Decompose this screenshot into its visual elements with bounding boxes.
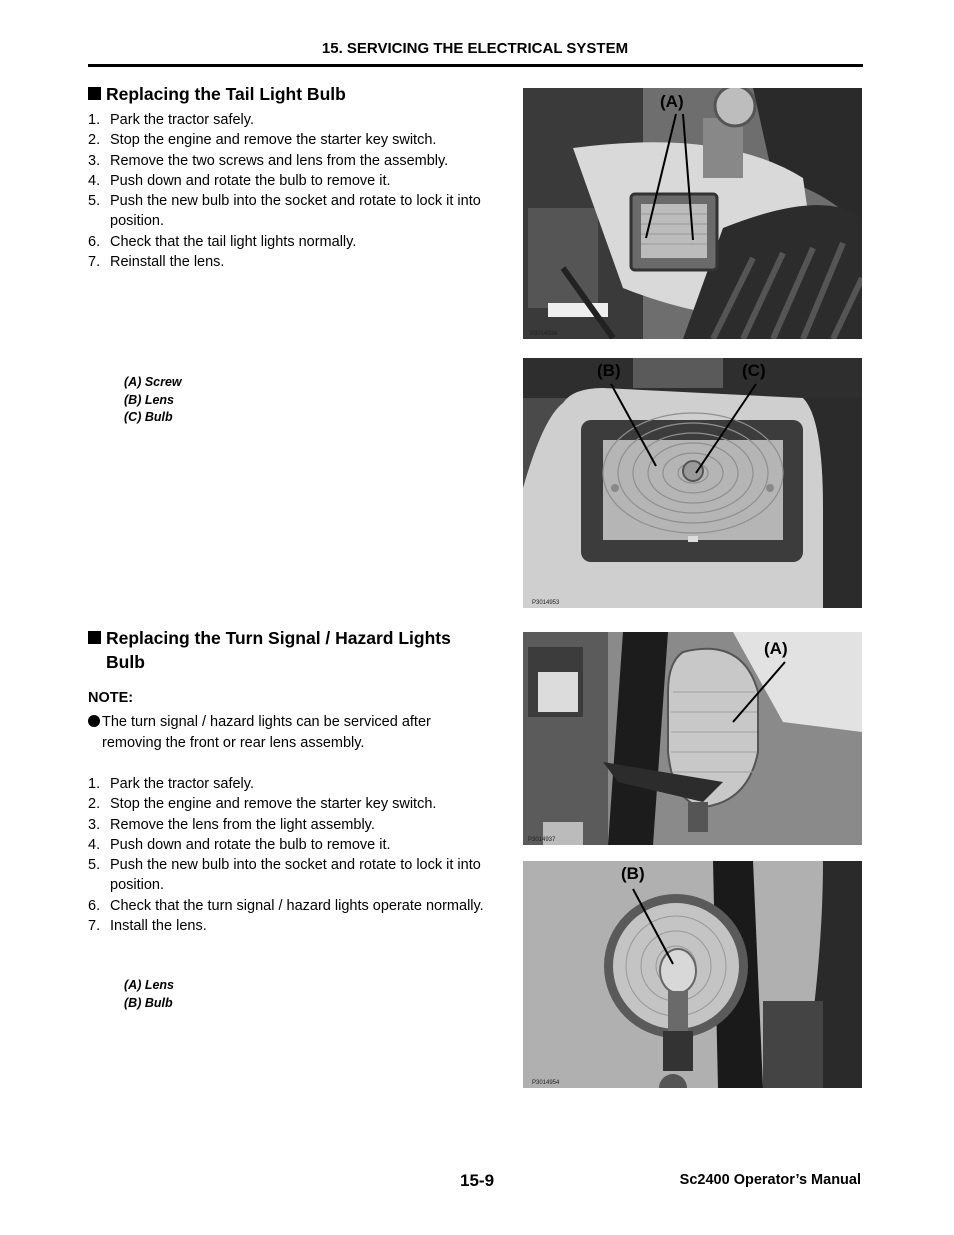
callout-a: (A) xyxy=(660,92,684,111)
header-rule xyxy=(88,64,863,67)
list-item: 3. Remove the two screws and lens from the assembly. xyxy=(88,152,449,169)
caption-bulb: (B) Bulb xyxy=(124,995,173,1010)
turn-signal-bulb-illustration xyxy=(523,861,862,1088)
callout-a: (A) xyxy=(764,639,788,658)
list-item: 1. Park the tractor safely. xyxy=(88,112,254,128)
tail-light-steps xyxy=(88,110,488,272)
list-item: 2. Stop the engine and remove the starter key switch. xyxy=(88,132,437,149)
photo-code: P3014936 xyxy=(530,331,558,337)
turn-signal-steps xyxy=(88,774,488,936)
list-item: 5. Push the new bulb into the socket and rotate to lock it into position. xyxy=(88,857,481,894)
note-label: NOTE: xyxy=(88,690,134,706)
page-number: 15-9 xyxy=(460,1171,495,1190)
caption-bulb: (C) Bulb xyxy=(124,410,173,424)
list-item: 3. Remove the lens from the light assembly. xyxy=(88,816,375,833)
list-item: 7. Install the lens. xyxy=(88,918,207,935)
list-item: 2. Stop the engine and remove the starter key switch. xyxy=(88,796,437,813)
square-bullet-icon xyxy=(88,87,101,100)
callout-b: (B) xyxy=(597,361,621,380)
tail-light-lens-photo xyxy=(523,358,862,608)
caption-lens: (B) Lens xyxy=(124,392,174,407)
list-item: 6. Check that the turn signal / hazard lights operate normally. xyxy=(88,897,484,914)
photo-code: P3014954 xyxy=(532,1080,560,1086)
caption-lens: (A) Lens xyxy=(124,978,174,992)
photo-code: P3014953 xyxy=(532,600,560,606)
turn-signal-bulb-photo xyxy=(523,861,862,1088)
tail-light-captions xyxy=(124,374,182,427)
turn-signal-captions xyxy=(124,977,174,1012)
manual-title: Sc2400 Operator’s Manual xyxy=(679,1172,861,1188)
list-item: 7. Reinstall the lens. xyxy=(88,254,225,271)
turn-signal-section-title: Replacing the Turn Signal / Hazard Lights Bulb xyxy=(88,626,451,674)
callout-c: (C) xyxy=(742,361,766,380)
tail-light-assembly-illustration xyxy=(523,88,862,339)
list-item: 4. Push down and rotate the bulb to remove it. xyxy=(88,836,391,853)
turn-signal-lens-photo xyxy=(523,632,862,845)
list-item: 1. Park the tractor safely. xyxy=(88,776,254,792)
callout-b: (B) xyxy=(621,864,645,883)
list-item: 5. Push the new bulb into the socket and rotate to lock it into position. xyxy=(88,193,481,230)
tail-light-assembly-photo xyxy=(523,88,862,339)
bullet-icon xyxy=(88,715,100,727)
list-item: 4. Push down and rotate the bulb to remove it. xyxy=(88,172,391,189)
note-text: The turn signal / hazard lights can be serviced after removing the front or rear lens assembly. xyxy=(88,712,478,753)
photo-code: P3014937 xyxy=(528,837,556,843)
chapter-header: 15. SERVICING THE ELECTRICAL SYSTEM xyxy=(321,40,629,57)
square-bullet-icon xyxy=(88,631,101,644)
tail-light-section-title: Replacing the Tail Light Bulb xyxy=(88,82,346,106)
turn-signal-lens-illustration xyxy=(523,632,862,845)
caption-screw: (A) Screw xyxy=(124,375,182,389)
tail-light-lens-illustration xyxy=(523,358,862,608)
list-item: 6. Check that the tail light lights normally. xyxy=(88,233,357,250)
